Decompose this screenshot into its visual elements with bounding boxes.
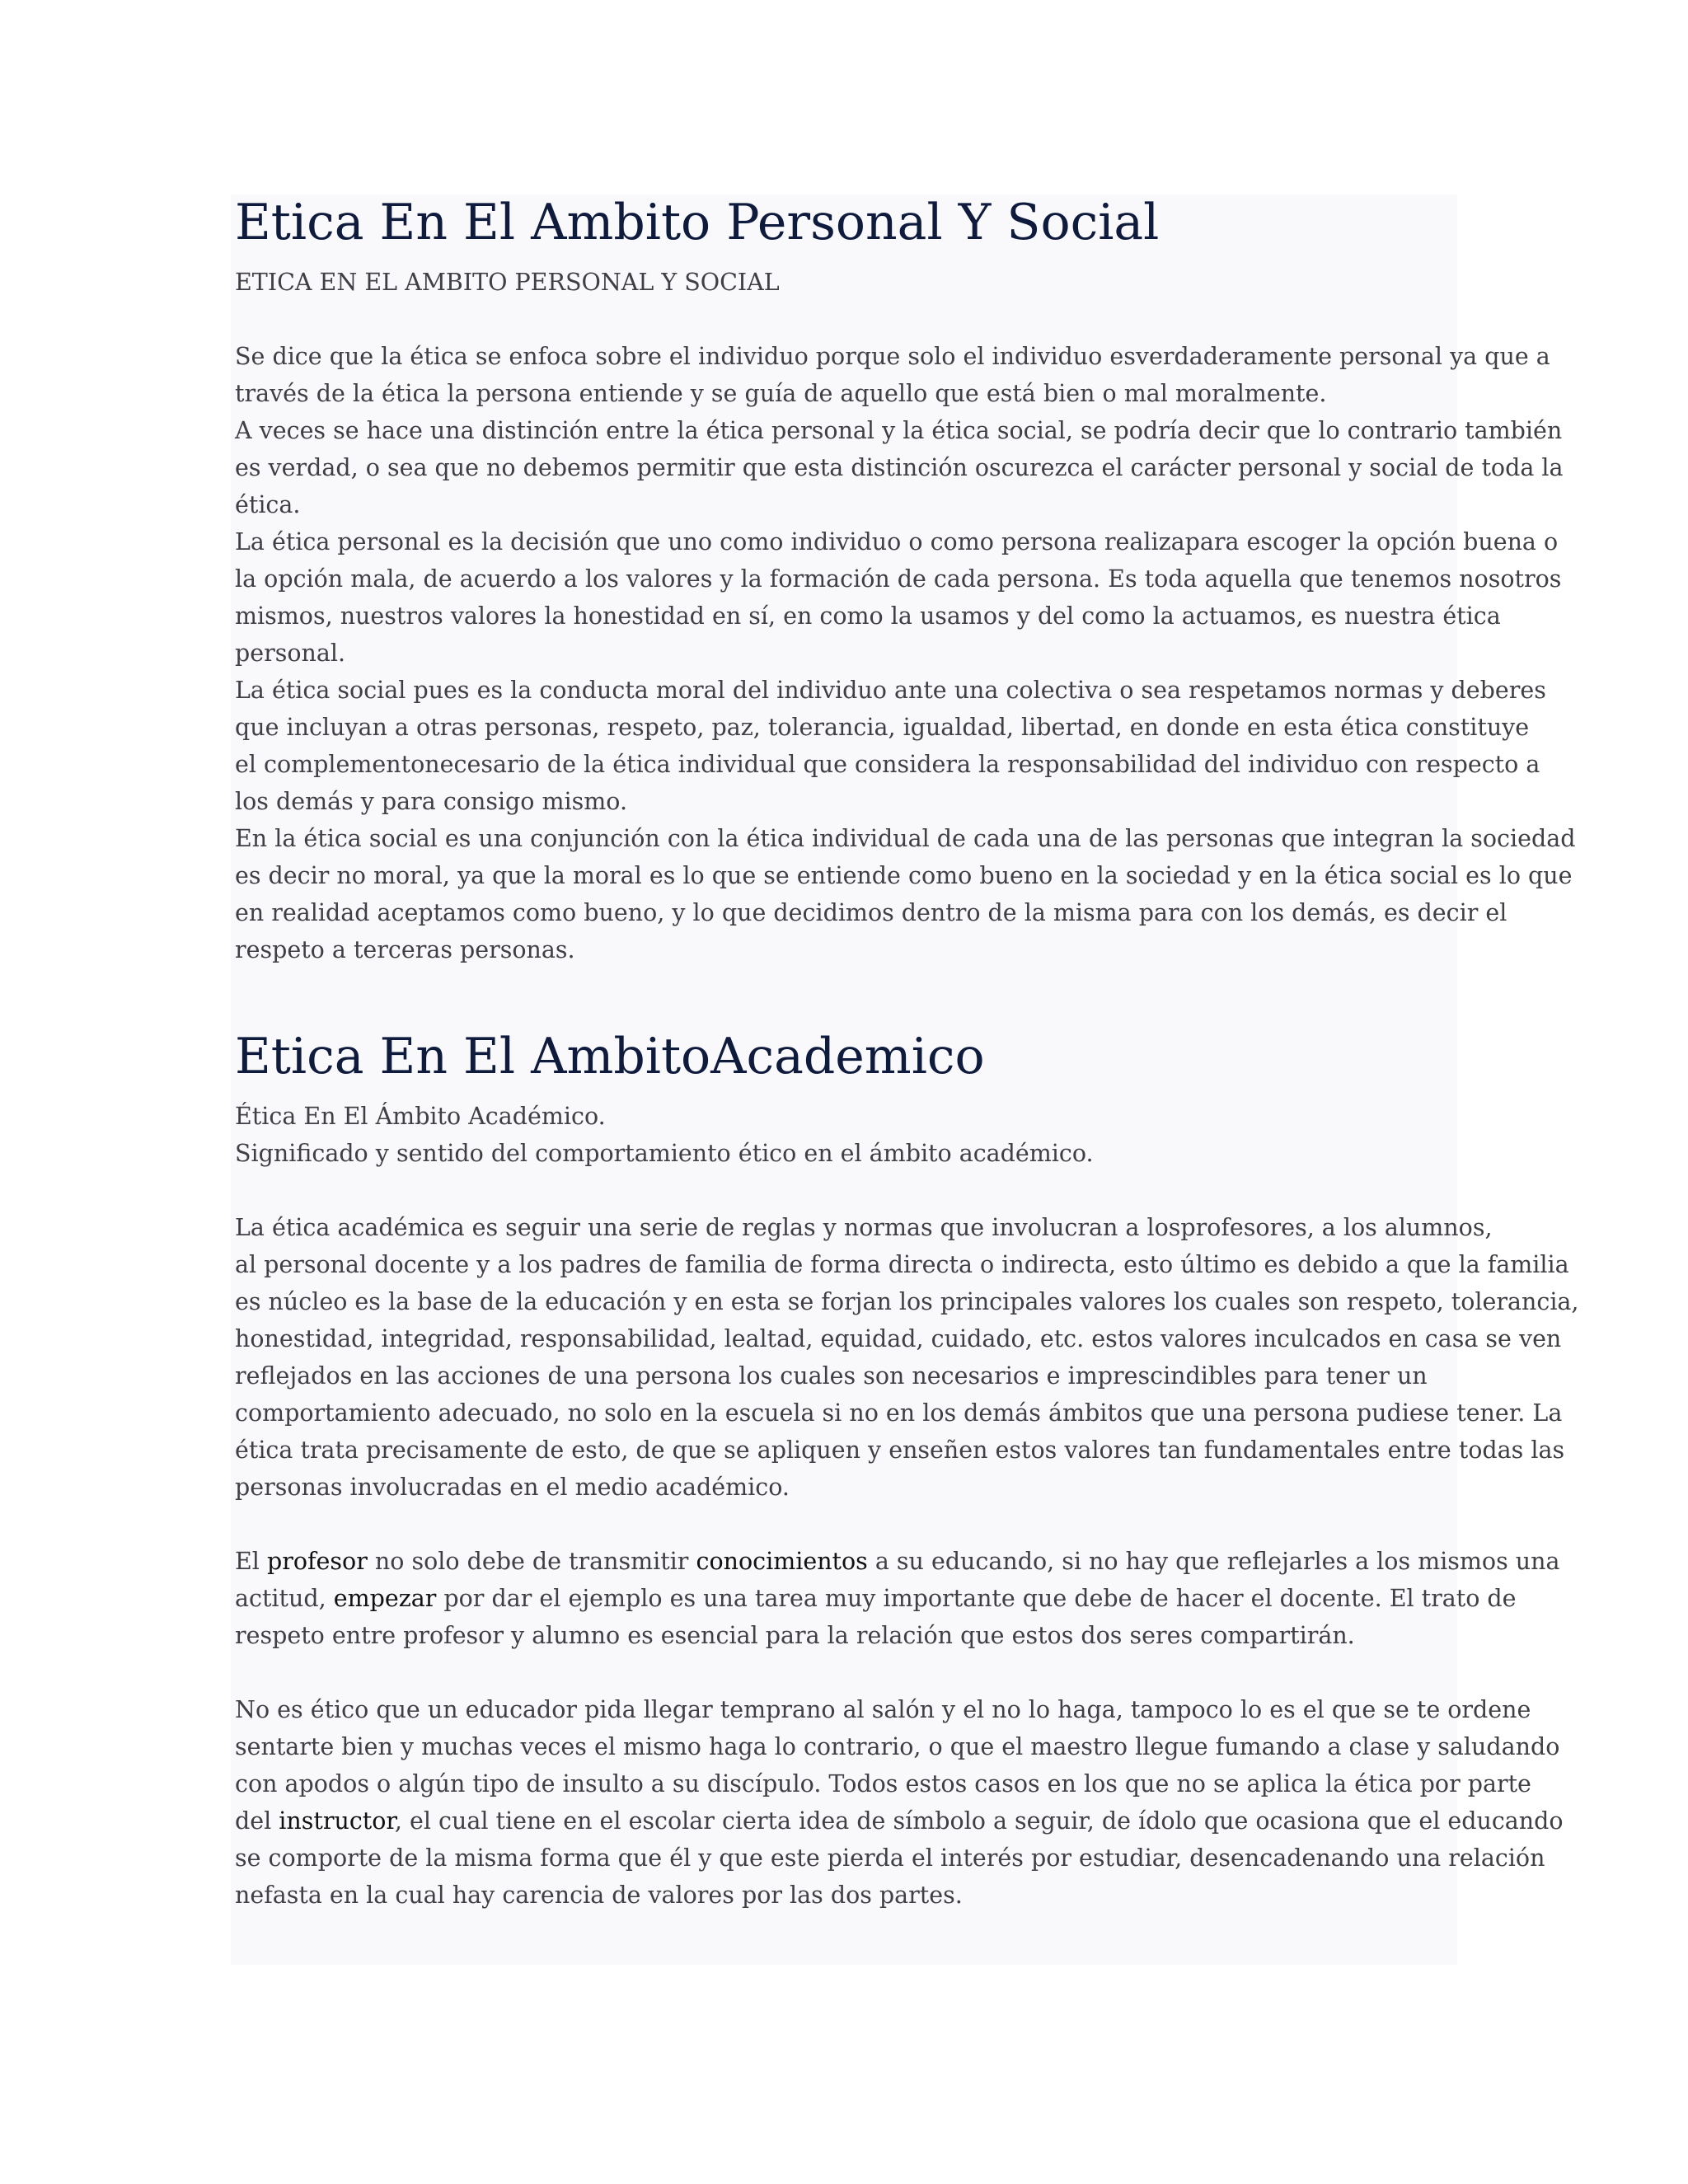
section-subtitle: ETICA EN EL AMBITO PERSONAL Y SOCIAL [235,269,780,296]
text-line: el complementonecesario de la ética individual que considera la responsabilidad del individuo con respecto a [235,751,1540,778]
text-line: personas involucradas en el medio académico. [235,1474,790,1501]
text-fragment: del [235,1807,279,1835]
text-line [235,1802,1564,1840]
text-line: La ética social pues es la conducta moral del individuo ante una colectiva o sea respetamos normas y deberes [235,677,1546,704]
text-line [235,1580,1517,1617]
text-line: La ética académica es seguir una serie de reglas y normas que involucran a losprofesores, a los alumnos, [235,1214,1493,1241]
link-empezar[interactable]: empezar [333,1585,437,1612]
text-line: nefasta en la cual hay carencia de valores por las dos partes. [235,1882,963,1909]
section-title-academico: Etica En El AmbitoAcademico [235,1028,985,1085]
text-line: respeto a terceras personas. [235,936,575,963]
text-line: es decir no moral, ya que la moral es lo que se entiende como bueno en la sociedad y en la ética social es lo que [235,862,1573,889]
text-line: comportamiento adecuado, no solo en la escuela si no en los demás ámbitos que una persona pudiese tener. La [235,1399,1563,1427]
text-line: los demás y para consigo mismo. [235,788,628,815]
text-line: Significado y sentido del comportamiento ético en el ámbito académico. [235,1140,1094,1167]
text-line: A veces se hace una distinción entre la ética personal y la ética social, se podría decir que lo contrario también [235,417,1563,444]
text-line: ética trata precisamente de esto, de que se apliquen y enseñen estos valores tan fundamentales entre todas las [235,1436,1565,1464]
text-fragment: a su educando, si no hay que reflejarles a los mismos una [867,1548,1560,1575]
link-profesor[interactable]: profesor [266,1548,368,1575]
text-line: respeto entre profesor y alumno es esencial para la relación que estos dos seres compartirán. [235,1622,1355,1649]
link-instructor[interactable]: instructor [279,1807,395,1835]
text-line: en realidad aceptamos como bueno, y lo que decidimos dentro de la misma para con los demás, es decir el [235,899,1507,926]
text-line: honestidad, integridad, responsabilidad, lealtad, equidad, cuidado, etc. estos valores inculcados en casa se ven [235,1325,1562,1352]
paragraph-educador [235,1691,1564,1914]
section-subtitle-academico [235,1098,1455,1172]
text-line: ética. [235,491,301,518]
text-line: que incluyan a otras personas, respeto, paz, tolerancia, igualdad, libertad, en donde en esta ética constituye [235,714,1530,741]
paragraph-personal-social [235,338,1576,968]
text-line: reflejados en las acciones de una persona los cuales son necesarios e imprescindibles para tener un [235,1362,1428,1390]
paragraph-etica-academica [235,1209,1579,1506]
text-line: No es ético que un educador pida llegar temprano al salón y el no lo haga, tampoco lo es el que se te ordene [235,1696,1531,1723]
text-fragment: no solo debe de transmitir [367,1548,696,1575]
text-line: La ética personal es la decisión que uno como individuo o como persona realizapara escoger la opción buena o [235,528,1559,555]
text-line: través de la ética la persona entiende y se guía de aquello que está bien o mal moralmente. [235,380,1327,407]
text-line: al personal docente y a los padres de familia de forma directa o indirecta, esto último es debido a que la familia [235,1251,1569,1278]
text-fragment: actitud, [235,1585,334,1612]
text-line: En la ética social es una conjunción con la ética individual de cada una de las personas que integran la sociedad [235,825,1576,852]
text-line: es verdad, o sea que no debemos permitir que esta distinción oscurezca el carácter personal y social de toda la [235,454,1564,481]
text-line: mismos, nuestros valores la honestidad en sí, en como la usamos y del como la actuamos, es nuestra ética [235,602,1501,630]
text-line: con apodos o algún tipo de insulto a su discípulo. Todos estos casos en los que no se aplica la ética por parte [235,1770,1531,1797]
text-fragment: El [235,1548,267,1575]
section-title-personal-social: Etica En El Ambito Personal Y Social [235,194,1160,251]
link-conocimientos[interactable]: conocimientos [696,1548,868,1575]
text-fragment: , el cual tiene en el escolar cierta idea de símbolo a seguir, de ídolo que ocasiona que el educando [394,1807,1564,1835]
text-line [235,1543,1560,1580]
text-fragment: por dar el ejemplo es una tarea muy importante que debe de hacer el docente. El trato de [436,1585,1517,1612]
text-line: se comporte de la misma forma que él y que este pierda el interés por estudiar, desencadenando una relación [235,1844,1545,1872]
text-line: Ética En El Ámbito Académico. [235,1103,606,1130]
text-line: personal. [235,640,346,667]
paragraph-profesor [235,1543,1560,1654]
text-line: sentarte bien y muchas veces el mismo haga lo contrario, o que el maestro llegue fumando a clase y saludando [235,1733,1560,1760]
document-body [235,188,1579,1914]
text-line: Se dice que la ética se enfoca sobre el individuo porque solo el individuo esverdaderamente personal ya que a [235,343,1550,370]
text-line: la opción mala, de acuerdo a los valores y la formación de cada persona. Es toda aquella que tenemos nosotros [235,565,1562,593]
text-line: es núcleo es la base de la educación y en esta se forjan los principales valores los cuales son respeto, tolerancia, [235,1288,1579,1315]
